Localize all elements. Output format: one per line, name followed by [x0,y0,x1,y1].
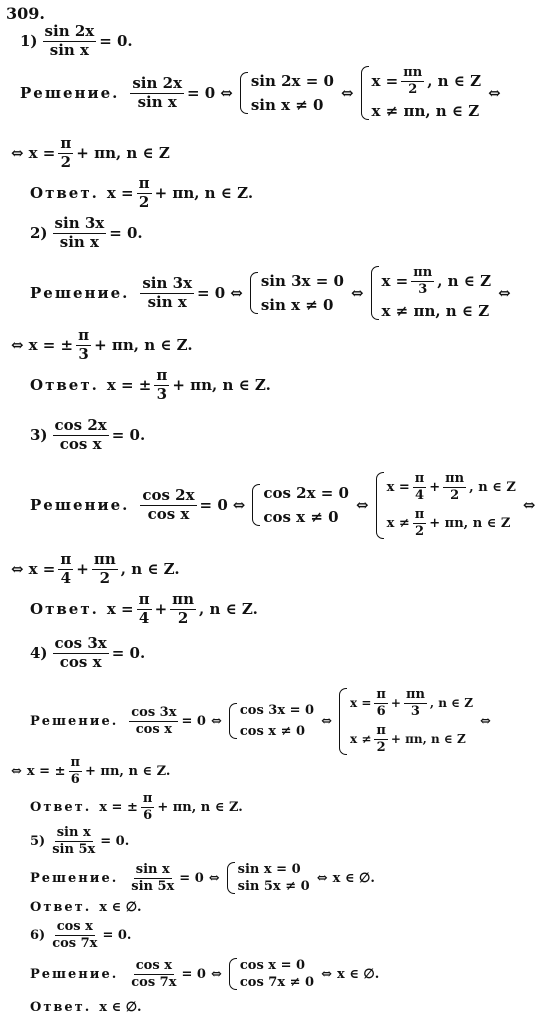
part-5-equation: 5) $\frac{\text{sin x}}{\sin 5x}$ = 0. [30,825,130,857]
part-1-equation [20,24,133,59]
brace-icon [361,66,369,120]
system: cos x = 0 cos 7x ≠ 0 [229,958,314,990]
fraction: $\frac{\cos 3x}{\text{cos x}}$ [54,634,107,671]
fraction: $\frac{\cos 3x}{\text{cos x}}$ [131,705,177,737]
fraction: $\frac{\pi}{2}$ [60,134,72,171]
fraction: $\frac{\pi}{6}$ [142,791,153,823]
brace-icon [227,862,235,894]
brace-icon [252,484,260,526]
system: cos 2x = 0 cos x ≠ 0 [252,484,349,526]
brace-icon [229,958,237,990]
solution-label: Решение. [30,966,119,982]
part-number: 3) [30,426,48,445]
system: x = $\frac{\pi}{4}$ + $\frac{\pi n}{2}$ , n ∈ Z x ≠ $\frac{\pi}{2}$ + πn, n ∈ Z [376,472,516,539]
part-number: 4) [30,644,48,663]
fraction: $\frac{\text{cos x}}{\cos 7x}$ [52,919,98,951]
fraction: $\frac{\pi n}{2}$ [93,550,116,587]
system: sin 2x = 0 sin x ≠ 0 [240,72,334,114]
system: cos 3x = 0 cos x ≠ 0 [229,703,314,739]
equiv-symbol: ⇔ [11,336,24,355]
part-3-solution: Решение. $\frac{\cos 2x}{\text{cos x}}$ = 0 ⇔ cos 2x = 0 cos x ≠ 0 ⇔ x = $\frac{\pi}{4}$ + $\frac{\pi n}{2}$ , n ∈ Z x ≠ $\frac{\pi}{2}$ + πn, n ∈ Z ⇔ [30,471,536,539]
part-2-answer: Ответ. x = ± $\frac{\pi}{3}$ + πn, n ∈ Z. [30,366,271,403]
part-2-result: ⇔ x = ± $\frac{\pi}{3}$ + πn, n ∈ Z. [11,326,193,363]
fraction: $\frac{\cos 2x}{\text{cos x}}$ [142,486,195,523]
equiv-symbol: ⇔ [480,713,491,729]
part-4-solution: Решение. $\frac{\cos 3x}{\text{cos x}}$ = 0 ⇔ cos 3x = 0 cos x ≠ 0 ⇔ x = $\frac{\pi}{6}$ + $\frac{\pi n}{3}$ , n ∈ Z x ≠ $\frac{\pi}{2}$ + πn, n ∈ Z ⇔ [30,687,491,755]
part-4-equation: 4) $\frac{\cos 3x}{\text{cos x}}$ = 0. [30,634,146,671]
part-6-solution: Решение. $\frac{\text{cos x}}{\cos 7x}$ = 0 ⇔ cos x = 0 cos 7x ≠ 0 ⇔ x ∈ ∅. [30,957,380,990]
solution-label: Решение. [30,870,119,886]
part-number: 5) [30,833,46,849]
equiv-symbol: ⇔ [350,284,364,303]
equiv-symbol: ⇔ [11,144,24,163]
part-6-answer: Ответ. x ∈ ∅. [30,1000,142,1015]
brace-icon [371,266,379,320]
equiv-symbol: ⇔ [321,966,332,982]
system: sin x = 0 sin 5x ≠ 0 [227,862,310,894]
fraction: $\frac{\pi}{3}$ [78,326,90,363]
system: x = $\frac{\pi n}{2}$ , n ∈ Z x ≠ πn, n ∈ Z [361,66,482,120]
equiv-symbol: ⇔ [321,713,332,729]
part-3-answer: Ответ. x = $\frac{\pi}{4}$ + $\frac{\pi n}{2}$ , n ∈ Z. [30,590,258,627]
system: sin 3x = 0 sin x ≠ 0 [250,272,344,314]
fraction: $\frac{\text{cos x}}{\cos 7x}$ [131,957,177,990]
part-5-solution: Решение. $\frac{\text{sin x}}{\sin 5x}$ = 0 ⇔ sin x = 0 sin 5x ≠ 0 ⇔ x ∈ ∅. [30,861,375,894]
equiv-symbol: ⇔ [230,284,243,303]
equiv-symbol: ⇔ [316,870,328,886]
fraction: $\frac{\sin 3x}{\text{sin x}}$ [142,273,193,311]
fraction: $\frac{\sin 2x}{\text{sin x}}$ [44,22,95,59]
fraction: $\frac{\pi}{4}$ [138,590,150,627]
brace-icon [229,703,237,739]
equiv-symbol: ⇔ [356,496,369,515]
equals-zero: = 0. [99,32,133,51]
part-1-solution [20,66,506,120]
fraction: $\frac{\text{sin x}}{\sin 5x}$ [131,861,175,894]
fraction: $\frac{\pi}{2}$ [138,174,150,211]
part-2-equation: 2) $\frac{\sin 3x}{\text{sin x}}$ = 0. [30,214,143,251]
equiv-symbol: ⇔ [488,84,501,103]
part-6-equation: 6) $\frac{\text{cos x}}{\cos 7x}$ = 0. [30,919,132,951]
fraction: $\frac{\pi n}{2}$ [172,590,195,627]
equiv-symbol: ⇔ [340,84,354,103]
equiv-symbol: ⇔ [522,496,536,515]
fraction: $\frac{\sin 2x}{\text{sin x}}$ [132,73,183,111]
part-3-equation: 3) $\frac{\cos 2x}{\text{cos x}}$ = 0. [30,416,146,453]
brace-icon [240,72,248,114]
equals-zero: = 0 [187,84,216,103]
part-5-answer: Ответ. x ∈ ∅. [30,900,142,915]
solution-label: Решение. [30,496,130,515]
answer-label: Ответ. [30,376,99,395]
part-1-answer: Ответ. x = $\frac{\pi}{2}$ + πn, n ∈ Z. [30,174,254,211]
part-1-result: ⇔ x = $\frac{\pi}{2}$ + πn, n ∈ Z [11,134,170,171]
equiv-symbol: ⇔ [208,870,220,886]
part-4-result: ⇔ x = ± $\frac{\pi}{6}$ + πn, n ∈ Z. [11,755,171,787]
problem-number: 309. [6,4,45,23]
system: x = $\frac{\pi n}{3}$ , n ∈ Z x ≠ πn, n ∈ Z [371,266,492,320]
fraction: $\frac{\pi}{4}$ [60,550,72,587]
answer-label: Ответ. [30,184,99,203]
equiv-symbol: ⇔ [11,763,22,779]
fraction: $\frac{\cos 2x}{\text{cos x}}$ [54,416,107,453]
equiv-symbol: ⇔ [498,284,511,303]
equiv-symbol: ⇔ [220,84,233,103]
solution-label: Решение. [30,713,119,729]
answer-label: Ответ. [30,799,92,815]
part-number: 1) [20,32,38,51]
fraction: $\frac{\pi}{3}$ [156,366,168,403]
solution-label: Решение. [30,284,130,303]
system: x = $\frac{\pi}{6}$ + $\frac{\pi n}{3}$ , n ∈ Z x ≠ $\frac{\pi}{2}$ + πn, n ∈ Z [339,688,473,755]
answer-label: Ответ. [30,1000,92,1015]
answer-label: Ответ. [30,600,99,619]
fraction: $\frac{\sin 3x}{\text{sin x}}$ [54,214,105,251]
part-4-answer: Ответ. x = ± $\frac{\pi}{6}$ + πn, n ∈ Z. [30,791,243,823]
brace-icon [250,272,258,314]
equiv-symbol: ⇔ [210,966,222,982]
brace-icon [339,688,347,755]
part-2-solution: Решение. $\frac{\sin 3x}{\text{sin x}}$ = 0 ⇔ sin 3x = 0 sin x ≠ 0 ⇔ x = $\frac{\pi n}{3}$ , n ∈ Z x ≠ πn, n ∈ Z ⇔ [30,265,511,321]
part-number: 2) [30,224,48,243]
part-number: 6) [30,927,46,943]
part-3-result: ⇔ x = $\frac{\pi}{4}$ + $\frac{\pi n}{2}$ , n ∈ Z. [11,550,180,587]
equiv-symbol: ⇔ [11,560,24,579]
brace-icon [376,472,384,539]
equiv-symbol: ⇔ [210,713,222,729]
fraction: $\frac{\pi}{6}$ [70,755,81,787]
fraction: $\frac{\text{sin x}}{\sin 5x}$ [52,825,96,857]
answer-label: Ответ. [30,900,92,915]
equiv-symbol: ⇔ [232,496,246,515]
solution-label: Решение. [20,84,120,103]
